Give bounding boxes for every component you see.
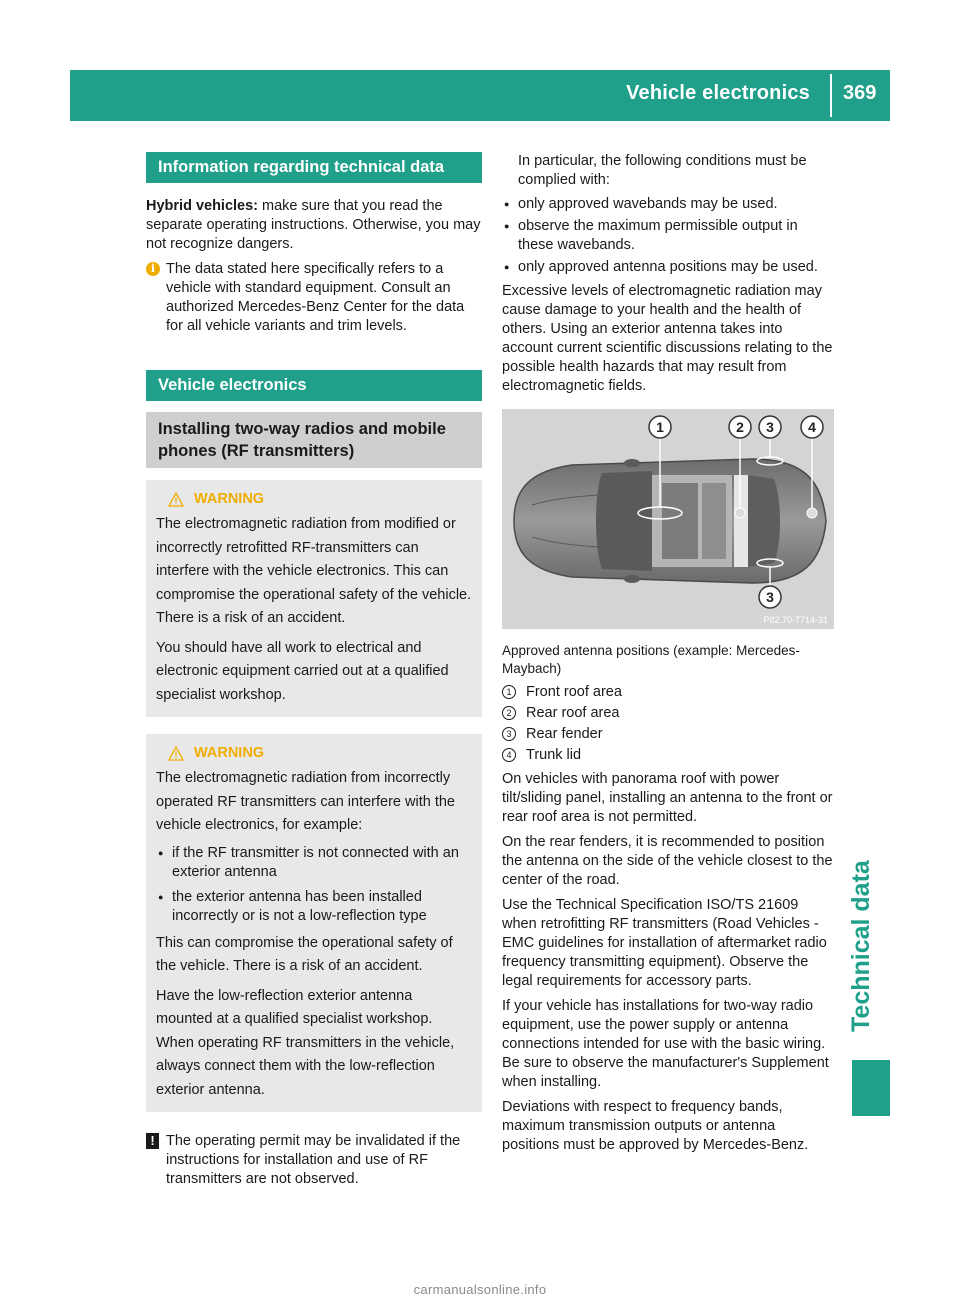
warning-1-paragraph-1: The electromagnetic radiation from modified or incorrectly retrofitted RF-transmitters can interfere with the vehicle electronics. This can compromise the operational safety of the vehicle. There is a risk of an accident. xyxy=(156,516,472,626)
warning-label-1: WARNING xyxy=(194,491,265,507)
list-item: ● only approved antenna positions may be used. xyxy=(502,258,834,277)
warning-label-2: WARNING xyxy=(194,745,265,761)
legend-item xyxy=(502,703,834,724)
power-supply-paragraph: If your vehicle has installations for two-way radio equipment, use the power supply or antenna connections intended for use with the basic wiring. Be sure to observe the manufacturer's Supplement when installing. xyxy=(502,998,829,1090)
car-top-view-illustration xyxy=(502,409,834,629)
legend-item xyxy=(502,682,834,703)
callout-3-bottom xyxy=(759,586,781,608)
hybrid-paragraph xyxy=(146,197,482,254)
page-number: 369 xyxy=(843,82,877,104)
callout-number: 4 xyxy=(808,419,816,435)
legend-number: 2 xyxy=(502,706,516,720)
permit-note xyxy=(146,1132,482,1189)
watermark: carmanualsonline.info xyxy=(413,1282,547,1297)
callout-number: 3 xyxy=(766,589,774,605)
diagram-legend xyxy=(502,682,834,766)
permit-note-text: The operating permit may be invalidated if the instructions for installation and use of RF transmitters are not observed. xyxy=(166,1133,461,1187)
legend-number: 1 xyxy=(502,685,516,699)
warning-2-paragraph-3: Have the low-reflection exterior antenna mounted at a qualified specialist workshop. When operating RF transmitters in the vehicle, always connect them with the low-reflection exterior antenna. xyxy=(156,987,455,1098)
legend-label: Front roof area xyxy=(526,684,622,700)
running-header-title: Vehicle electronics xyxy=(626,82,810,104)
info-icon: i xyxy=(146,262,160,276)
legend-label: Rear fender xyxy=(526,726,603,742)
deviations-paragraph: Deviations with respect to frequency bands, maximum transmission outputs or antenna positions must be approved by Mercedes-Benz. xyxy=(502,1099,809,1153)
legend-number: 3 xyxy=(502,727,516,741)
section-heading-technical-data: Information regarding technical data xyxy=(146,152,482,183)
panorama-paragraph: On vehicles with panorama roof with power tilt/sliding panel, installing an antenna to the front or rear roof area is not permitted. xyxy=(502,771,833,825)
exclamation-icon: ! xyxy=(146,1133,159,1149)
radiation-paragraph: Excessive levels of electromagnetic radiation may cause damage to your health and the health of others. Using an exterior antenna takes into account current scientific discussions relating to the possible health hazards that may result from electromagnetic fields. xyxy=(502,283,833,394)
legend-label: Rear roof area xyxy=(526,705,620,721)
side-tab-label: Technical data xyxy=(847,860,875,1032)
callout-3-top xyxy=(759,416,781,438)
warning-box-1 xyxy=(146,480,482,717)
callout-number: 1 xyxy=(656,419,664,435)
hybrid-label: Hybrid vehicles: xyxy=(146,198,259,214)
legend-item xyxy=(502,745,834,766)
diagram-code: P82.70-7714-31 xyxy=(763,615,828,625)
warning-2-paragraph-2: This can compromise the operational safety of the vehicle. There is a risk of an accident. xyxy=(156,934,453,974)
callout-1 xyxy=(649,416,671,438)
legend-label: Trunk lid xyxy=(526,747,582,763)
conditions-list xyxy=(502,195,834,277)
warning-2-paragraph-1: The electromagnetic radiation from incorrectly operated RF transmitters can interfere with the vehicle electronics, for example: xyxy=(156,770,455,833)
warning-2-bullets xyxy=(156,844,472,926)
callout-2 xyxy=(729,416,751,438)
legend-item xyxy=(502,724,834,745)
list-item: ● only approved wavebands may be used. xyxy=(502,195,834,214)
antenna-position-diagram xyxy=(502,409,834,629)
warning-1-paragraph-2: You should have all work to electrical and electronic equipment carried out at a qualified specialist workshop. xyxy=(156,639,449,703)
conditions-intro: In particular, the following conditions must be complied with: xyxy=(518,153,807,188)
subsection-heading-rf-transmitters: Installing two-way radios and mobile phones (RF transmitters) xyxy=(146,412,482,468)
hybrid-text: make sure that you read the separate operating instructions. Otherwise, you may not recognize dangers. xyxy=(146,198,481,252)
fenders-paragraph: On the rear fenders, it is recommended to position the antenna on the side of the vehicle closest to the center of the road. xyxy=(502,834,833,888)
warning-header-1 xyxy=(156,490,472,509)
left-column xyxy=(146,152,482,1189)
warning-header-2 xyxy=(156,744,472,763)
side-tab-block xyxy=(852,1060,890,1116)
list-item: ● if the RF transmitter is not connected with an exterior antenna xyxy=(156,844,472,882)
list-item: ● observe the maximum permissible output in these wavebands. xyxy=(502,217,834,255)
section-heading-vehicle-electronics: Vehicle electronics xyxy=(146,370,482,401)
right-column xyxy=(502,152,834,1155)
warning-box-2 xyxy=(146,734,482,1112)
legend-number: 4 xyxy=(502,748,516,762)
list-item: ● the exterior antenna has been installed incorrectly or is not a low-reflection type xyxy=(156,888,472,926)
info-text: The data stated here specifically refers to a vehicle with standard equipment. Consult an authorized Mercedes-Benz Center for the data for all vehicle variants and trim levels. xyxy=(166,261,465,334)
callout-number: 2 xyxy=(736,419,744,435)
diagram-caption: Approved antenna positions (example: Mercedes-Maybach) xyxy=(502,643,800,676)
specification-paragraph: Use the Technical Specification ISO/TS 21609 when retrofitting RF transmitters (Road Vehicles - EMC guidelines for installation of aftermarket radio frequency transmitting equipment). Observe the legal requirements for accessory parts. xyxy=(502,897,827,989)
info-note xyxy=(146,260,482,336)
warning-triangle-icon xyxy=(168,746,184,761)
warning-triangle-icon xyxy=(168,492,184,507)
callout-number: 3 xyxy=(766,419,774,435)
header-divider xyxy=(830,74,832,117)
callout-4 xyxy=(801,416,823,438)
